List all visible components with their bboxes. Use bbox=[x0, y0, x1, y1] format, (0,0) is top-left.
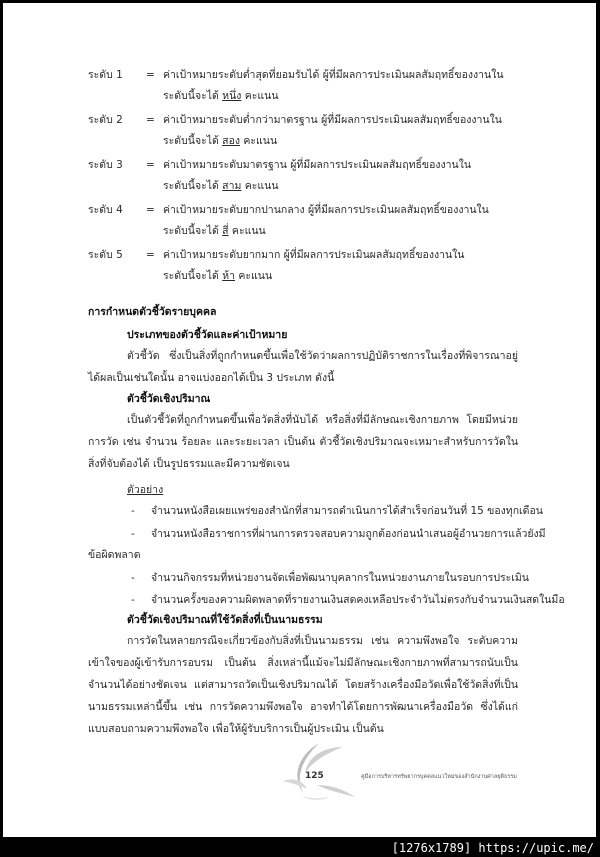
section-subheading: ประเภทของตัวชี้วัดและค่าเป้าหมาย bbox=[127, 329, 288, 341]
level-label: ระดับ 5 bbox=[88, 249, 123, 261]
example-item: จำนวนกิจกรรมที่หน่วยงานจัดเพื่อพัฒนาบุคลากรในหน่วยงานภายในรอบการประเมิน bbox=[151, 572, 529, 584]
level-label: ระดับ 3 bbox=[88, 159, 123, 171]
quantitative-heading: ตัวชี้วัดเชิงปริมาณ bbox=[127, 393, 211, 405]
score-word: สอง bbox=[222, 135, 241, 147]
score-word: สาม bbox=[222, 180, 242, 192]
level-score-line: ระดับนี้จะได้ หนึ่ง คะแนน bbox=[163, 90, 279, 102]
image-watermark: [1276x1789] https://upic.me/ bbox=[391, 841, 594, 855]
footer-title: คู่มือการบริหารทรัพยากรบุคคลแนวใหม่ของสำนักงานศาลยุติธรรม bbox=[361, 774, 517, 780]
bullet-dash: - bbox=[131, 505, 135, 517]
bullet-dash: - bbox=[131, 528, 135, 540]
quantitative-paragraph: เป็นตัวชี้วัดที่ถูกกำหนดขึ้นเพื่อวัดสิ่งที่นับได้ หรือสิ่งที่มีลักษณะเชิงกายภาพ โดยมีหน่วยการวัด เช่น จำนวน ร้อยละ และระยะเวลา เป็นต้น ตัวชี้วัดเชิงปริมาณจะเหมาะสำหรับการวัดในสิ่งที่จับต้องได้ เป็นรูปธรรมและมีความชัดเจน bbox=[88, 414, 518, 470]
abstract-heading: ตัวชี้วัดเชิงปริมาณที่ใช้วัดสิ่งที่เป็นนามธรรม bbox=[127, 614, 323, 626]
example-item: จำนวนหนังสือราชการที่ผ่านการตรวจสอบความถูกต้องก่อนนำเสนอผู้อำนวยการแล้วยังมี bbox=[151, 528, 546, 540]
abstract-paragraph: การวัดในหลายกรณีจะเกี่ยวข้องกับสิ่งที่เป็นนามธรรม เช่น ความพึงพอใจ ระดับความเข้าใจของผู้เข้ารับการอบรม เป็นต้น สิ่งเหล่านี้แม้จะไม่มีลักษณะเชิงกายภาพที่สามารถนับเป็นจำนวนได้อย่างชัดเจน แต่สามารถวัดเป็นเชิงปริมาณได้ โดยสร้างเครื่องมือวัดเพื่อใช้วัดสิ่งที่เป็นนามธรรมเหล่านี้ขึ้น เช่น การวัดความพึงพอใจ อาจทำได้โดยการพัฒนาเครื่องมือวัด ซึ่งได้แก่ แบบสอบถามความพึงพอใจ เพื่อให้ผู้รับบริการเป็นผู้ประเมิน เป็นต้น bbox=[88, 635, 518, 735]
score-word: สี่ bbox=[222, 225, 229, 237]
equals-sign: = bbox=[146, 249, 155, 261]
document-page bbox=[3, 3, 596, 837]
level-description: ค่าเป้าหมายระดับยากปานกลาง ผู้ที่มีผลการประเมินผลสัมฤทธิ์ของงานใน bbox=[163, 204, 489, 216]
level-label: ระดับ 2 bbox=[88, 114, 123, 126]
bullet-dash: - bbox=[131, 572, 135, 584]
equals-sign: = bbox=[146, 114, 155, 126]
score-word: ห้า bbox=[222, 270, 235, 282]
equals-sign: = bbox=[146, 159, 155, 171]
level-score-line: ระดับนี้จะได้ สี่ คะแนน bbox=[163, 225, 266, 237]
level-score-line: ระดับนี้จะได้ ห้า คะแนน bbox=[163, 270, 273, 282]
score-word: หนึ่ง bbox=[222, 90, 242, 102]
example-item: จำนวนครั้งของความผิดพลาดที่รายงานเงินสดคงเหลือประจำวันไม่ตรงกับจำนวนเงินสดในมือ bbox=[151, 594, 565, 606]
example-item-continuation: ข้อผิดพลาด bbox=[88, 549, 141, 561]
example-item: จำนวนหนังสือเผยแพร่ของสำนักที่สามารถดำเนินการได้สำเร็จก่อนวันที่ 15 ของทุกเดือน bbox=[151, 505, 543, 517]
level-label: ระดับ 1 bbox=[88, 69, 123, 81]
level-description: ค่าเป้าหมายระดับต่ำสุดที่ยอมรับได้ ผู้ที่มีผลการประเมินผลสัมฤทธิ์ของงานใน bbox=[163, 69, 504, 81]
example-label: ตัวอย่าง bbox=[127, 484, 164, 496]
level-score-line: ระดับนี้จะได้ สาม คะแนน bbox=[163, 180, 279, 192]
bullet-dash: - bbox=[131, 594, 135, 606]
equals-sign: = bbox=[146, 69, 155, 81]
level-description: ค่าเป้าหมายระดับมาตรฐาน ผู้ที่มีผลการประเมินผลสัมฤทธิ์ของงานใน bbox=[163, 159, 472, 171]
page-number: 125 bbox=[305, 771, 324, 781]
intro-paragraph: ตัวชี้วัด ซึ่งเป็นสิ่งที่ถูกกำหนดขึ้นเพื่อใช้วัดว่าผลการปฏิบัติราชการในเรื่องที่พิจารณาอยู่ได้ผลเป็นเช่นใดนั้น อาจแบ่งออกได้เป็น 3 ประเภท ดังนี้ bbox=[88, 350, 518, 384]
level-score-line: ระดับนี้จะได้ สอง คะแนน bbox=[163, 135, 278, 147]
section-heading: การกำหนดตัวชี้วัดรายบุคคล bbox=[88, 306, 217, 318]
equals-sign: = bbox=[146, 204, 155, 216]
level-label: ระดับ 4 bbox=[88, 204, 123, 216]
level-description: ค่าเป้าหมายระดับยากมาก ผู้ที่มีผลการประเมินผลสัมฤทธิ์ของงานใน bbox=[163, 249, 465, 261]
level-description: ค่าเป้าหมายระดับต่ำกว่ามาตรฐาน ผู้ที่มีผลการประเมินผลสัมฤทธิ์ของงานใน bbox=[163, 114, 502, 126]
